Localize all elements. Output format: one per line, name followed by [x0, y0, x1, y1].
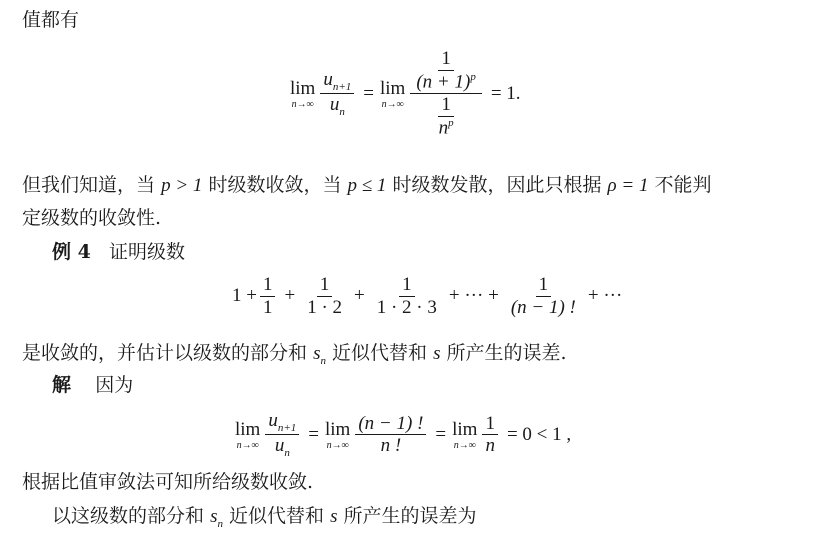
fraction-u-ratio: $\frac{u_{n+1}}{u_n}$: [320, 69, 354, 119]
example-heading: 例 4 证明级数: [52, 241, 185, 263]
text-line-4: 定级数的收敛性.: [22, 207, 162, 229]
equation-series: 1 + $\frac{1}{1}$ + $\frac{1}{1 \cdot 2}$ + $\frac{1}{1 \cdot 2 \cdot 3}$ + ··· + $\frac{1}{(n - 1) !}$ + ···: [232, 274, 623, 318]
equation-ratio-p-series: lim n→∞ $\frac{u_{n+1}}{u_n}$ = lim n→∞ $\frac{\frac{1}{(n + 1)^p}}{\frac{1}{n^p}}$ = 1.: [290, 48, 521, 139]
limit-operator-2: lim n→∞: [380, 77, 406, 110]
text-line-1: 值都有: [22, 9, 80, 31]
solution-heading: 解 因为: [52, 374, 134, 396]
limit-operator: lim n→∞: [290, 77, 316, 110]
equation-ratio-limit: lim n→∞ $\frac{u_{n+1}}{u_n}$ = lim n→∞ $\frac{(n - 1) !}{n !}$ = lim n→∞ $\frac{1}{n}$ = 0 < 1 ,: [235, 410, 572, 460]
text-line-10: 根据比值审敛法可知所给级数收敛.: [22, 471, 314, 493]
text-line-7: 是收敛的，并估计以级数的部分和 $s_n$ 近似代替和 s 所产生的误差.: [22, 342, 567, 367]
text-line-3: 但我们知道，当 p > 1 时级数收敛，当 p ≤ 1 时级数发散，因此只根据 ρ = 1 不能判: [22, 174, 712, 196]
fraction-compound: $\frac{\frac{1}{(n + 1)^p}}{\frac{1}{n^p}}$: [410, 48, 481, 139]
example-label: 例 4: [52, 241, 91, 263]
text-line-11: 以这级数的部分和 $s_n$ 近似代替和 s 所产生的误差为: [52, 505, 477, 530]
solution-label: 解: [52, 374, 72, 396]
